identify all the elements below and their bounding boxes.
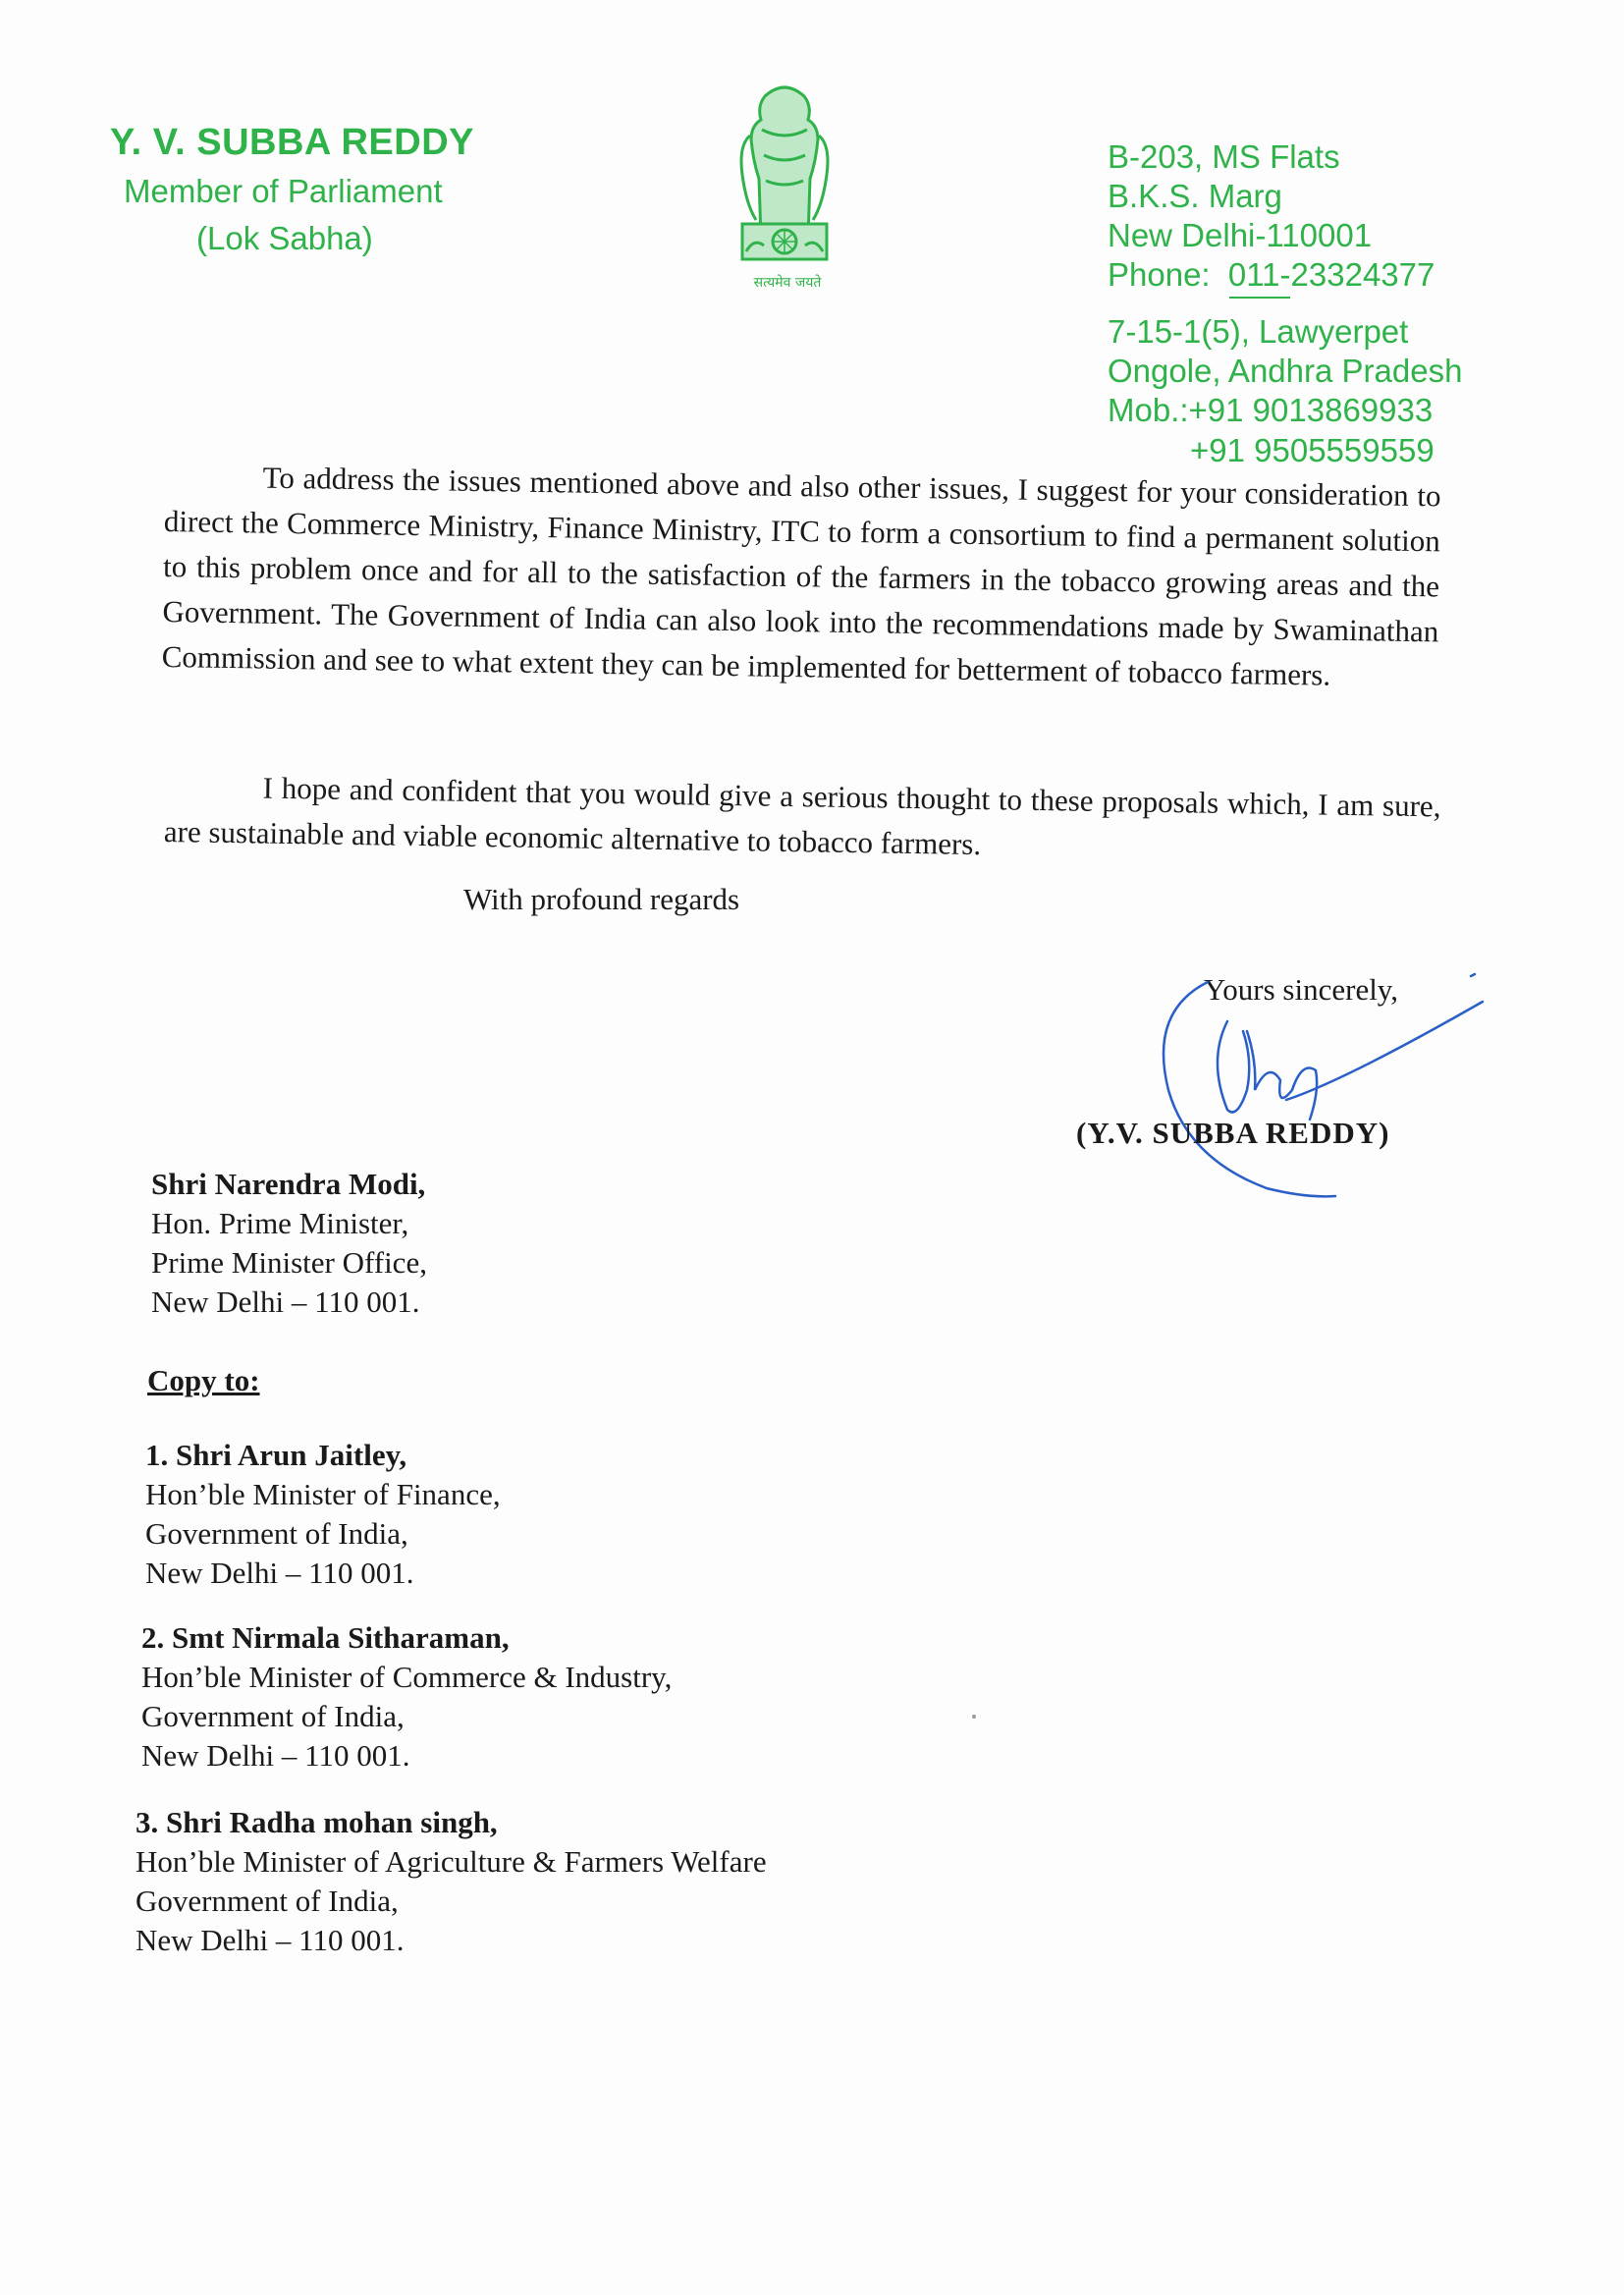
emblem-icon [721,77,848,302]
recipient-name: 2. Smt Nirmala Sitharaman, [141,1620,510,1655]
recipient-line: Hon’ble Minister of Agriculture & Farmers Welfare [135,1844,767,1879]
delhi-address-line: New Delhi-110001 [1108,217,1373,253]
recipient-line: Government of India, [141,1699,405,1733]
recipient-name: 3. Shri Radha mohan singh, [135,1805,498,1839]
copy-recipient [141,1618,672,1776]
local-address-line: 7-15-1(5), Lawyerpet [1108,313,1409,350]
delhi-address [1108,137,1435,295]
recipient-line: New Delhi – 110 001. [145,1556,414,1590]
mobile-number-2: +91 9505559559 [1190,432,1435,468]
local-address-line: Ongole, Andhra Pradesh [1108,353,1463,389]
regards-line: With profound regards [463,882,740,916]
copy-to-heading: Copy to: [147,1363,260,1397]
address-divider [1229,297,1290,299]
addressee-line: New Delhi – 110 001. [151,1284,420,1319]
copy-recipient [145,1436,501,1593]
addressee-line: Hon. Prime Minister, [151,1206,409,1240]
closing-line: Yours sincerely, [1204,972,1399,1007]
handwritten-signature [1139,962,1492,1198]
addressee-line: Prime Minister Office, [151,1245,427,1280]
letterhead-title: Member of Parliament [124,173,443,209]
mobile-number: Mob.:+91 9013869933 [1108,392,1434,428]
emblem-motto: सत्यमेव जयते [753,275,822,291]
local-address [1108,312,1462,430]
recipient-line: New Delhi – 110 001. [135,1923,405,1957]
body-paragraph-2: I hope and confident that you would give a serious thought to these proposals which, I am sure, are sustainable and viable economic alternative to tobacco farmers. [163,770,1441,862]
recipient-line: New Delhi – 110 001. [141,1738,410,1773]
delhi-address-line: B.K.S. Marg [1108,178,1282,214]
recipient-name: 1. Shri Arun Jaitley, [145,1438,407,1472]
recipient-line: Government of India, [135,1884,399,1918]
letterhead-name: Y. V. SUBBA REDDY [110,122,475,163]
phone-number: Phone: 011-23324377 [1108,256,1435,293]
letterhead-house: (Lok Sabha) [196,220,373,256]
copy-recipient [135,1803,767,1960]
delhi-address-line: B-203, MS Flats [1108,138,1340,175]
national-emblem [721,77,848,302]
signatory-name: (Y.V. SUBBA REDDY) [1076,1116,1390,1150]
recipient-line: Government of India, [145,1516,408,1551]
body-paragraph-1: To address the issues mentioned above and also other issues, I suggest for your consideration to direct the Commerce Ministry, Finance Ministry, ITC to form a consortium to find a permanent solution to this problem once and for all to the satisfaction of the farmers in the tobacco growing areas and the Government. The Government of India can also look into the recommendations made by Swaminathan Commission and see to what extent they can be implemented for betterment of tobacco farmers. [161,460,1441,692]
recipient-line: Hon’ble Minister of Finance, [145,1477,501,1511]
addressee-name: Shri Narendra Modi, [151,1167,426,1201]
addressee-block [151,1165,427,1322]
scan-speck [972,1715,976,1719]
recipient-line: Hon’ble Minister of Commerce & Industry, [141,1660,673,1694]
